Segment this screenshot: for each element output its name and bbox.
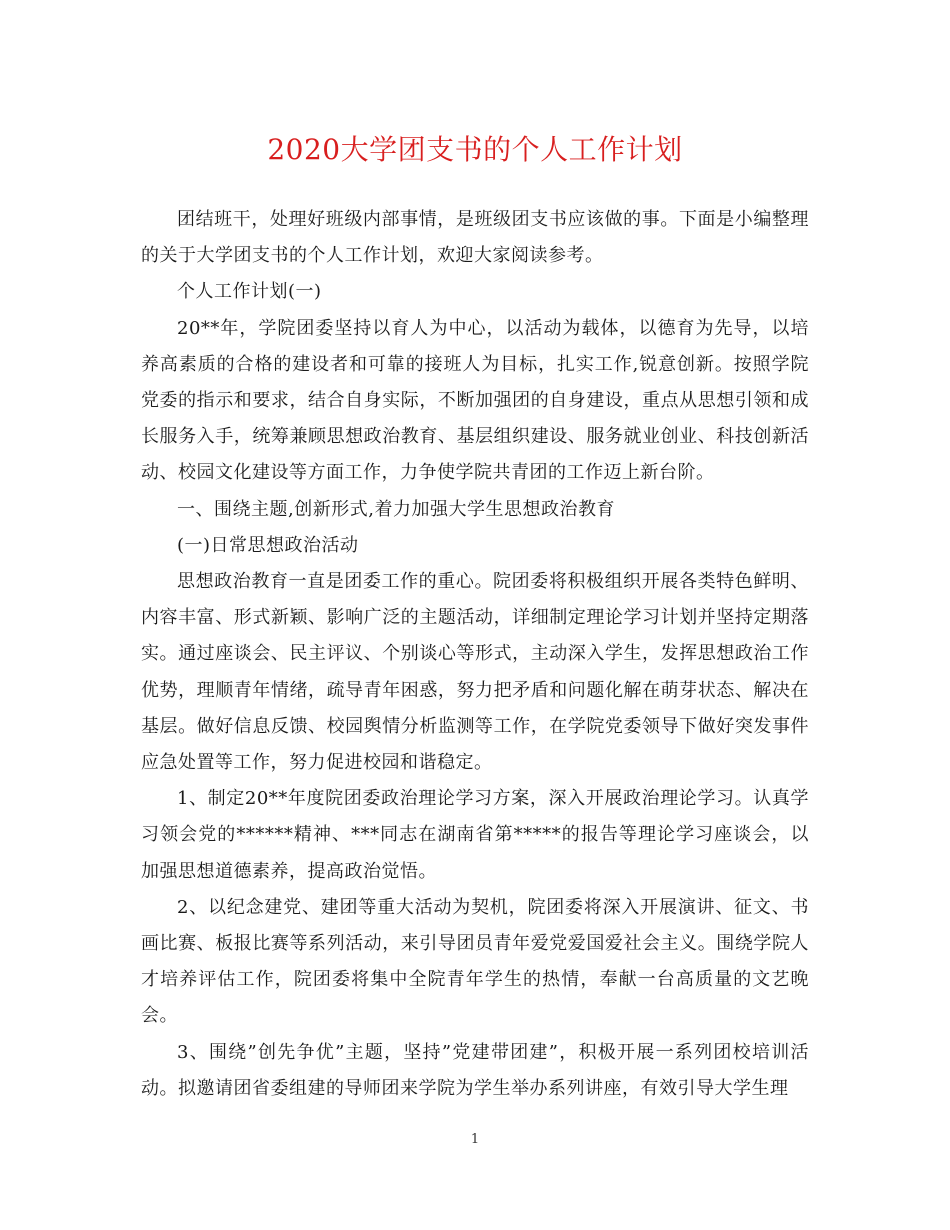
- paragraph-intro: 团结班干，处理好班级内部事情，是班级团支书应该做的事。下面是小编整理的关于大学团支书的个人工作计划，欢迎大家阅读参考。: [141, 209, 809, 267]
- paragraph-subheading: (一)日常思想政治活动: [177, 534, 359, 556]
- paragraph-item-1: 1、制定20**年度院团委政治理论学习方案，深入开展政治理论学习。认真学习领会党的******精神、***同志在湖南省第*****的报告等理论学习座谈会，以加强思想道德素养，提高政治觉悟。: [141, 788, 809, 882]
- paragraph: 思想政治教育一直是团委工作的重心。院团委将积极组织开展各类特色鲜明、内容丰富、形式新颖、影响广泛的主题活动，详细制定理论学习计划并坚持定期落实。通过座谈会、民主评议、个别谈心等形式，主动深入学生，发挥思想政治工作优势，理顺青年情绪，疏导青年困惑，努力把矛盾和问题化解在萌芽状态、解决在基层。做好信息反馈、校园舆情分析监测等工作，在学院党委领导下做好突发事件应急处置等工作，努力促进校园和谐稳定。: [141, 571, 809, 774]
- paragraph-item-3: 3、围绕”创先争优”主题，坚持”党建带团建”，积极开展一系列团校培训活动。拟邀请团省委组建的导师团来学院为学生举办系列讲座，有效引导大学生理: [141, 1041, 809, 1099]
- paragraph-section-heading: 个人工作计划(一): [177, 281, 322, 303]
- paragraph-item-2: 2、以纪念建党、建团等重大活动为契机，院团委将深入开展演讲、征文、书画比赛、板报比赛等系列活动，来引导团员青年爱党爱国爱社会主义。围绕学院人才培养评估工作，院团委将集中全院青年学生的热情，奉献一台高质量的文艺晚会。: [141, 896, 809, 1027]
- document-title: 2020大学团支书的个人工作计划: [267, 133, 683, 166]
- page-number: 1: [470, 1132, 480, 1147]
- paragraph-heading: 一、围绕主题,创新形式,着力加强大学生思想政治教育: [177, 498, 615, 520]
- paragraph: 20**年，学院团委坚持以育人为中心，以活动为载体，以德育为先导，以培养高素质的合格的建设者和可靠的接班人为目标，扎实工作,锐意创新。按照学院党委的指示和要求，结合自身实际，不断加强团的自身建设，重点从思想引领和成长服务入手，统筹兼顾思想政治教育、基层组织建设、服务就业创业、科技创新活动、校园文化建设等方面工作，力争使学院共青团的工作迈上新台阶。: [141, 317, 809, 484]
- document-body: [141, 202, 809, 1107]
